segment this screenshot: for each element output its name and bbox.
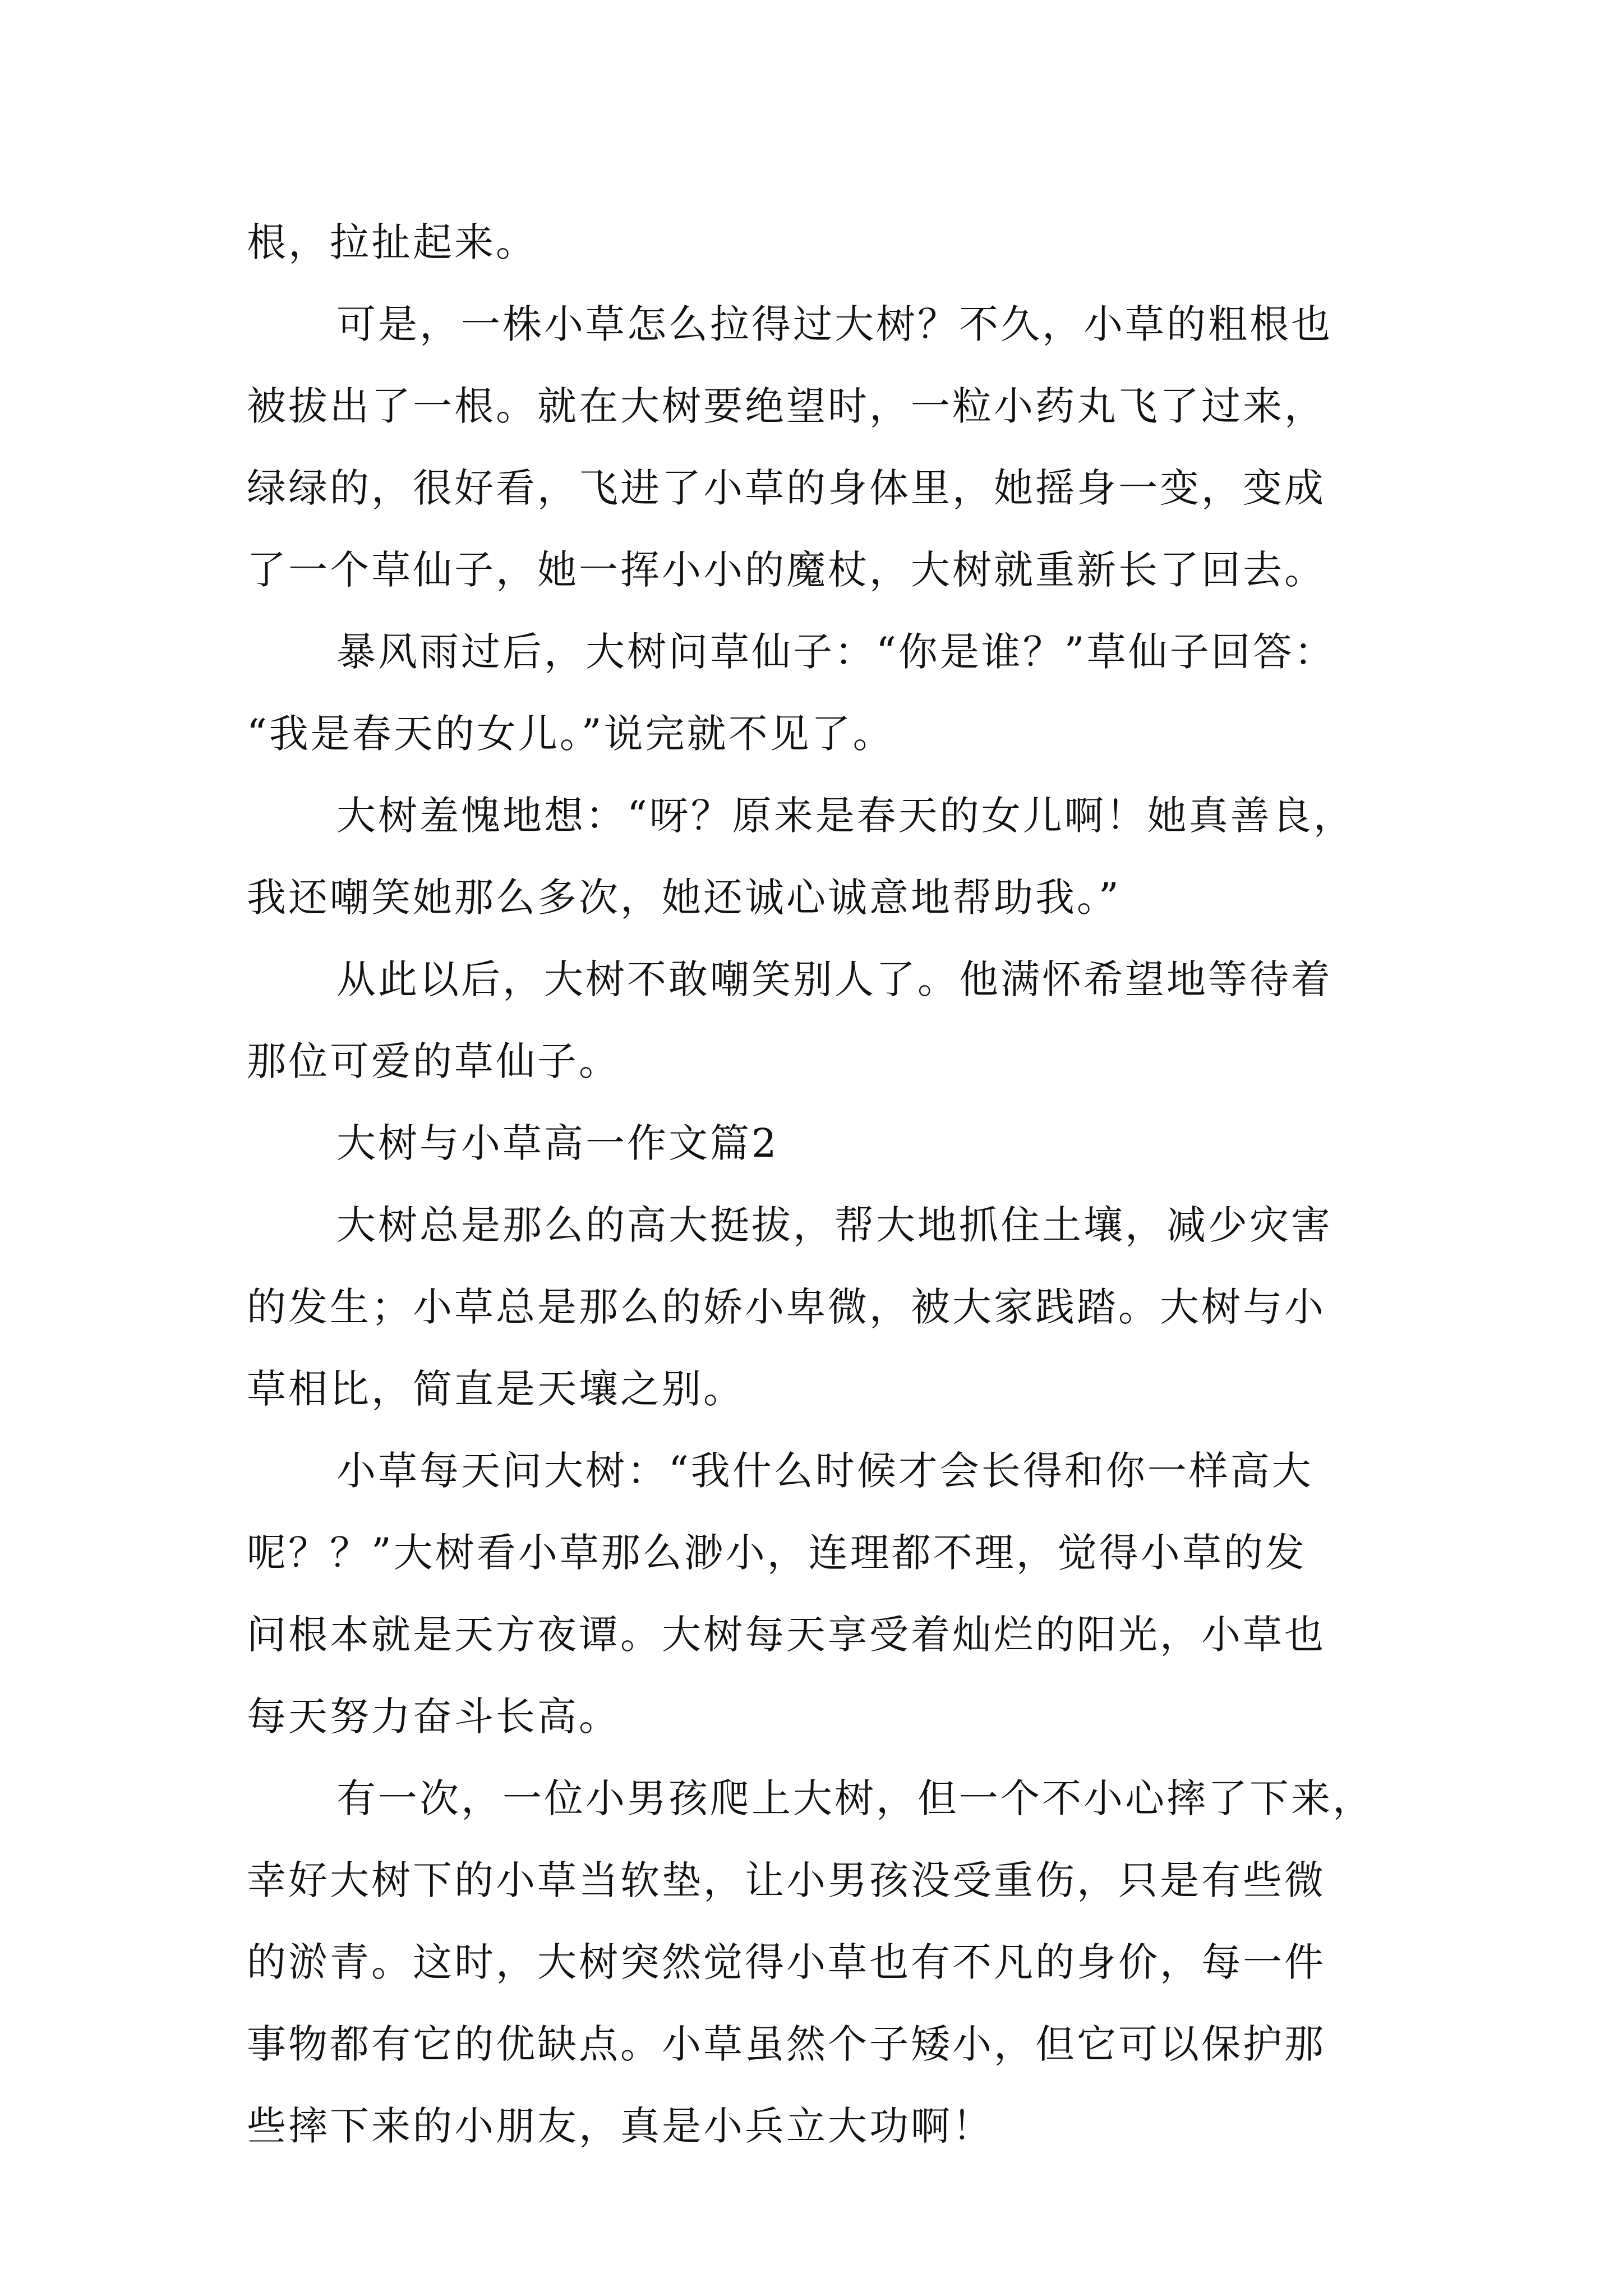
text-line: 草相比，简直是天壤之别。 [247, 1366, 745, 1412]
text-line: 大树羞愧地想：“呀？原来是春天的女儿啊！她真善良， [336, 793, 1355, 839]
text-line: 每天努力奋斗长高。 [247, 1694, 620, 1740]
text-line: 了一个草仙子，她一挥小小的魔杖，大树就重新长了回去。 [247, 547, 1326, 593]
text-line: 大树总是那么的高大挺拔，帮大地抓住土壤，减少灾害 [336, 1202, 1332, 1248]
text-line: 根，拉扯起来。 [247, 219, 537, 265]
text-line: 事物都有它的优缺点。小草虽然个子矮小，但它可以保护那 [247, 2021, 1326, 2067]
text-line: 绿绿的，很好看，飞进了小草的身体里，她摇身一变，变成 [247, 465, 1326, 511]
text-line: 些摔下来的小朋友，真是小兵立大功啊！ [247, 2103, 994, 2149]
text-line: 小草每天问大树：“我什么时候才会长得和你一样高大 [336, 1448, 1313, 1494]
text-line: 可是，一株小草怎么拉得过大树？不久，小草的粗根也 [336, 301, 1332, 347]
text-line: 问根本就是天方夜谭。大树每天享受着灿烂的阳光，小草也 [247, 1612, 1326, 1658]
text-line: 呢？？”大树看小草那么渺小，连理都不理，觉得小草的发 [247, 1530, 1307, 1576]
text-line: 幸好大树下的小草当软垫，让小男孩没受重伤，只是有些微 [247, 1857, 1326, 1903]
text-line: “我是春天的女儿。”说完就不见了。 [247, 711, 895, 757]
text-line: 有一次，一位小男孩爬上大树，但一个不小心摔了下来， [336, 1775, 1374, 1821]
text-line: 我还嘲笑她那么多次，她还诚心诚意地帮助我。” [247, 875, 1121, 921]
text-line: 从此以后，大树不敢嘲笑别人了。他满怀希望地等待着 [336, 956, 1332, 1002]
text-line: 暴风雨过后，大树问草仙子：“你是谁？”草仙子回答： [336, 629, 1336, 675]
section-heading: 大树与小草高一作文篇2 [336, 1120, 779, 1166]
text-line: 被拔出了一根。就在大树要绝望时，一粒小药丸飞了过来， [247, 383, 1326, 429]
text-line: 的发生；小草总是那么的娇小卑微，被大家践踏。大树与小 [247, 1284, 1326, 1330]
text-line: 那位可爱的草仙子。 [247, 1038, 620, 1084]
text-line: 的淤青。这时，大树突然觉得小草也有不凡的身价，每一件 [247, 1939, 1326, 1985]
